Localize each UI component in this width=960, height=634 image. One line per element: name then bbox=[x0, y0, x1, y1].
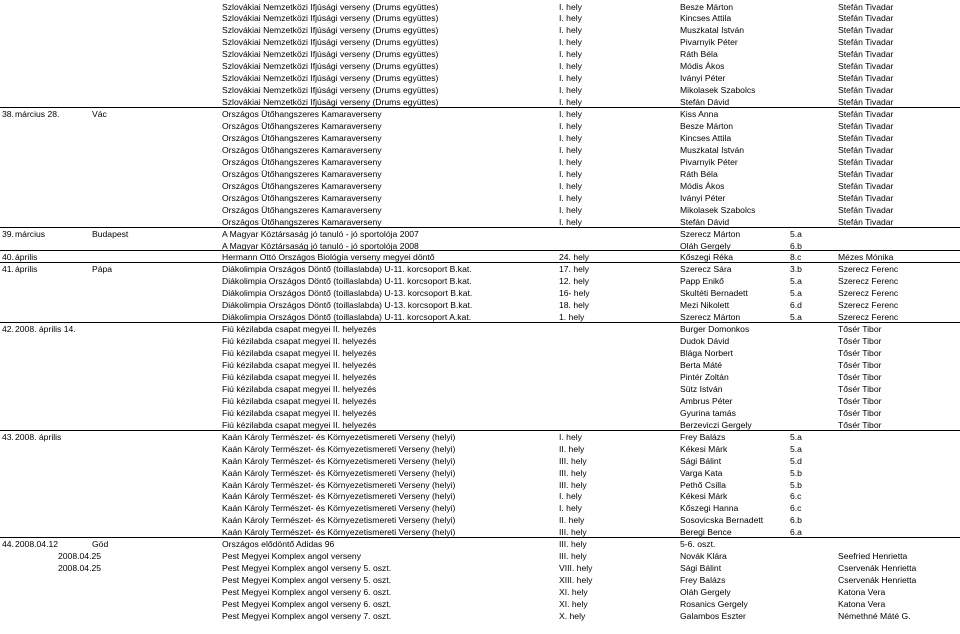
table-row bbox=[0, 514, 960, 526]
cell-teacher: Stefán Tivadar bbox=[838, 180, 894, 191]
cell-event: Szlovákiai Nemzetközi Ifjúsági verseny (Drums együttes) bbox=[222, 13, 439, 24]
table-row bbox=[0, 490, 960, 502]
cell-teacher: Tősér Tibor bbox=[838, 324, 882, 335]
cell-place: III. hely bbox=[559, 551, 587, 562]
cell-teacher: Stefán Tivadar bbox=[838, 132, 894, 143]
cell-date: március bbox=[15, 228, 46, 239]
cell-date: április bbox=[15, 264, 38, 275]
cell-event: Pest Megyei Komplex angol verseny 5. oszt. bbox=[222, 563, 392, 574]
cell-place: XIII. hely bbox=[559, 575, 593, 586]
cell-class: 6.b bbox=[790, 515, 802, 526]
cell-event: Fiú kézilabda csapat megyei II. helyezés bbox=[222, 371, 377, 382]
cell-place: I. hely bbox=[559, 503, 582, 514]
cell-event: Szlovákiai Nemzetközi Ifjúsági verseny (Drums együttes) bbox=[222, 25, 439, 36]
cell-event: Fiú kézilabda csapat megyei II. helyezés bbox=[222, 360, 377, 370]
cell-place: I. hely bbox=[559, 13, 582, 24]
cell-event: Országos elődöntő Adidas 96 bbox=[222, 539, 335, 550]
cell-teacher: Cservenák Henrietta bbox=[838, 575, 917, 586]
cell-class: 6.b bbox=[790, 240, 802, 251]
cell-event: Fiú kézilabda csapat megyei II. helyezés bbox=[222, 348, 377, 359]
cell-name: Sosovicska Bernadett bbox=[680, 515, 764, 526]
cell-teacher: Mézes Mónika bbox=[838, 252, 894, 263]
cell-name: Szerecz Márton bbox=[680, 228, 741, 239]
cell-event: A Magyar Köztársaság jó tanuló - jó sportolója 2008 bbox=[222, 240, 419, 251]
cell-teacher: Katona Vera bbox=[838, 599, 886, 609]
table-row bbox=[0, 574, 960, 586]
table-row bbox=[0, 156, 960, 168]
table-row bbox=[0, 347, 960, 359]
table-row bbox=[0, 262, 960, 275]
cell-place: III. hely bbox=[559, 527, 587, 538]
cell-no: 41. bbox=[2, 264, 14, 275]
cell-name: Szerecz Márton bbox=[680, 312, 741, 323]
table-row bbox=[0, 12, 960, 24]
table-row bbox=[0, 550, 960, 562]
cell-name: Szerecz Sára bbox=[680, 264, 732, 275]
cell-place: III. hely bbox=[559, 467, 587, 478]
cell-date: 2008.04.12 bbox=[15, 539, 59, 550]
cell-name: Stefán Dávid bbox=[680, 97, 730, 108]
cell-event: Fiú kézilabda csapat megyei II. helyezés bbox=[222, 419, 377, 430]
table-row bbox=[0, 335, 960, 347]
cell-teacher: Stefán Tivadar bbox=[838, 49, 894, 60]
cell-event: Szlovákiai Nemzetközi Ifjúsági verseny (Drums együttes) bbox=[222, 85, 439, 96]
cell-class: 3.b bbox=[790, 264, 802, 275]
table-row bbox=[0, 72, 960, 84]
cell-date: 2008.04.25 bbox=[58, 551, 102, 562]
table-row bbox=[0, 430, 960, 443]
cell-place: I. hely bbox=[559, 491, 582, 502]
cell-place: XI. hely bbox=[559, 587, 588, 598]
cell-class: 5.a bbox=[790, 228, 802, 239]
table-row bbox=[0, 586, 960, 598]
cell-event: Országos Ütőhangszeres Kamaraverseny bbox=[222, 192, 382, 203]
cell-teacher: Stefán Tivadar bbox=[838, 61, 894, 72]
cell-place: III. hely bbox=[559, 455, 587, 466]
cell-event: Pest Megyei Komplex angol verseny 6. oszt. bbox=[222, 587, 392, 598]
cell-event: Kaán Károly Természet- és Környezetismereti Verseny (helyi) bbox=[222, 431, 456, 442]
cell-teacher: Tősér Tibor bbox=[838, 395, 882, 406]
cell-name: Varga Kata bbox=[680, 467, 723, 478]
cell-event: Szlovákiai Nemzetközi Ifjúsági verseny (Drums együttes) bbox=[222, 97, 439, 108]
cell-class: 5.d bbox=[790, 455, 802, 466]
cell-teacher: Stefán Tivadar bbox=[838, 144, 894, 155]
cell-teacher: Stefán Tivadar bbox=[838, 192, 894, 203]
cell-place: X. hely bbox=[559, 610, 586, 621]
cell-place: 24. hely bbox=[559, 252, 590, 263]
cell-class: 5.a bbox=[790, 288, 802, 299]
cell-name: Kőszegi Réka bbox=[680, 252, 734, 263]
cell-event: Fiú kézilabda csapat megyei II. helyezés bbox=[222, 324, 377, 335]
cell-event: Diákolimpia Országos Döntő (toillaslabda) U-13. korcsoport B.kat. bbox=[222, 300, 473, 311]
cell-event: Kaán Károly Természet- és Környezetismereti Verseny (helyi) bbox=[222, 491, 456, 502]
cell-place: 17. hely bbox=[559, 264, 590, 275]
cell-name: Galambos Eszter bbox=[680, 610, 746, 621]
cell-teacher: Tősér Tibor bbox=[838, 336, 882, 347]
cell-place: I. hely bbox=[559, 85, 582, 96]
cell-city: Budapest bbox=[92, 228, 129, 239]
table-row bbox=[0, 371, 960, 383]
table-row bbox=[0, 562, 960, 574]
cell-name: Mikolasek Szabolcs bbox=[680, 204, 756, 215]
table-row bbox=[0, 275, 960, 287]
cell-name: Módis Ákos bbox=[680, 180, 725, 191]
cell-teacher: Seefried Henrietta bbox=[838, 551, 908, 562]
cell-place: I. hely bbox=[559, 25, 582, 36]
cell-place: I. hely bbox=[559, 49, 582, 60]
cell-event: Diákolimpia Országos Döntő (toillaslabda) U-11. korcsoport A.kat. bbox=[222, 312, 472, 323]
cell-name: Mikolasek Szabolcs bbox=[680, 85, 756, 96]
cell-event: Országos Ütőhangszeres Kamaraverseny bbox=[222, 156, 382, 167]
cell-name: Kékesi Márk bbox=[680, 443, 728, 454]
cell-place: II. hely bbox=[559, 515, 585, 526]
cell-name: Frey Balázs bbox=[680, 575, 726, 586]
cell-event: Pest Megyei Komplex angol verseny bbox=[222, 551, 362, 562]
cell-name: Iványi Péter bbox=[680, 73, 726, 84]
cell-place: I. hely bbox=[559, 1, 582, 12]
cell-event: Országos Ütőhangszeres Kamaraverseny bbox=[222, 132, 382, 143]
cell-place: II. hely bbox=[559, 443, 585, 454]
table-row bbox=[0, 107, 960, 120]
cell-name: Stefán Dávid bbox=[680, 216, 730, 227]
cell-teacher: Stefán Tivadar bbox=[838, 168, 894, 179]
cell-teacher: Stefán Tivadar bbox=[838, 73, 894, 84]
cell-name: Kékesi Márk bbox=[680, 491, 728, 502]
cell-name: Skultéti Bernadett bbox=[680, 288, 748, 299]
cell-event: Pest Megyei Komplex angol verseny 7. oszt. bbox=[222, 610, 392, 621]
cell-name: Gyurina tamás bbox=[680, 407, 736, 418]
cell-name: Papp Enikő bbox=[680, 276, 724, 287]
cell-name: Iványi Péter bbox=[680, 192, 726, 203]
cell-teacher: Stefán Tivadar bbox=[838, 85, 894, 96]
cell-class: 5.a bbox=[790, 443, 802, 454]
cell-class: 6.c bbox=[790, 491, 802, 502]
cell-name: Frey Balázs bbox=[680, 431, 726, 442]
cell-name: Ráth Béla bbox=[680, 49, 718, 60]
cell-name: Berzeviczi Gergely bbox=[680, 419, 752, 430]
cell-teacher: Tősér Tibor bbox=[838, 371, 882, 382]
table-row bbox=[0, 227, 960, 240]
cell-class: 6.d bbox=[790, 300, 802, 311]
cell-teacher: Stefán Tivadar bbox=[838, 13, 894, 24]
cell-place: I. hely bbox=[559, 192, 582, 203]
cell-teacher: Szerecz Ferenc bbox=[838, 312, 899, 323]
cell-city: Vác bbox=[92, 109, 107, 120]
cell-place: I. hely bbox=[559, 73, 582, 84]
cell-place: I. hely bbox=[559, 156, 582, 167]
cell-teacher: Stefán Tivadar bbox=[838, 121, 894, 131]
table-row bbox=[0, 36, 960, 48]
cell-teacher: Stefán Tivadar bbox=[838, 25, 894, 36]
cell-teacher: Stefán Tivadar bbox=[838, 37, 894, 48]
cell-name: Sütz István bbox=[680, 383, 723, 394]
cell-no: 43. bbox=[2, 431, 14, 442]
cell-class: 5.a bbox=[790, 431, 802, 442]
cell-no: 40. bbox=[2, 252, 14, 263]
cell-name: Kincses Attila bbox=[680, 132, 732, 143]
cell-place: I. hely bbox=[559, 61, 582, 72]
table-row bbox=[0, 299, 960, 311]
cell-teacher: Cservenák Henrietta bbox=[838, 563, 917, 574]
cell-teacher: Tősér Tibor bbox=[838, 348, 882, 359]
cell-teacher: Stefán Tivadar bbox=[838, 1, 894, 12]
cell-teacher: Stefán Tivadar bbox=[838, 156, 894, 167]
cell-teacher: Tősér Tibor bbox=[838, 407, 882, 418]
cell-teacher: Szerecz Ferenc bbox=[838, 264, 899, 275]
cell-date: március 28. bbox=[15, 109, 60, 120]
table-row bbox=[0, 407, 960, 419]
cell-teacher: Stefán Tivadar bbox=[838, 216, 894, 227]
cell-event: Kaán Károly Természet- és Környezetismereti Verseny (helyi) bbox=[222, 443, 456, 454]
cell-event: Szlovákiai Nemzetközi Ifjúsági verseny (Drums együttes) bbox=[222, 61, 439, 72]
cell-date: 2008. április bbox=[15, 431, 62, 442]
cell-name: Besze Márton bbox=[680, 1, 734, 12]
cell-teacher: Tősér Tibor bbox=[838, 383, 882, 394]
table-row bbox=[0, 502, 960, 514]
table-row bbox=[0, 359, 960, 371]
cell-place: VIII. hely bbox=[559, 563, 593, 574]
cell-event: Kaán Károly Természet- és Környezetismereti Verseny (helyi) bbox=[222, 479, 456, 490]
cell-event: Hermann Ottó Országos Biológia verseny megyei döntő bbox=[222, 252, 435, 263]
cell-place: I. hely bbox=[559, 180, 582, 191]
cell-name: Sági Bálint bbox=[680, 563, 722, 574]
cell-event: Kaán Károly Természet- és Környezetismereti Verseny (helyi) bbox=[222, 467, 456, 478]
cell-place: I. hely bbox=[559, 216, 582, 227]
cell-no: 39. bbox=[2, 228, 14, 239]
cell-event: Fiú kézilabda csapat megyei II. helyezés bbox=[222, 383, 377, 394]
cell-event: Kaán Károly Természet- és Környezetismereti Verseny (helyi) bbox=[222, 455, 456, 466]
cell-name: Muszkatal István bbox=[680, 144, 744, 155]
table-row bbox=[0, 168, 960, 180]
cell-class: 5.b bbox=[790, 467, 802, 478]
cell-place: I. hely bbox=[559, 144, 582, 155]
cell-place: I. hely bbox=[559, 132, 582, 143]
cell-event: Szlovákiai Nemzetközi Ifjúsági verseny (Drums együttes) bbox=[222, 49, 439, 60]
table-row bbox=[0, 610, 960, 622]
table-row bbox=[0, 479, 960, 491]
cell-event: Diákolimpia Országos Döntő (toillaslabda) U-11. korcsoport B.kat. bbox=[222, 264, 472, 275]
cell-name: Blága Norbert bbox=[680, 348, 734, 359]
cell-date: 2008. április 14. bbox=[15, 324, 76, 335]
cell-name: Kiss Anna bbox=[680, 109, 719, 120]
cell-name: Pivarnyik Péter bbox=[680, 156, 738, 167]
table-row bbox=[0, 537, 960, 550]
cell-teacher: Tősér Tibor bbox=[838, 419, 882, 430]
cell-name: Oláh Gergely bbox=[680, 587, 731, 598]
cell-place: 18. hely bbox=[559, 300, 590, 311]
cell-name: Muszkatal István bbox=[680, 25, 744, 36]
cell-place: 1. hely bbox=[559, 312, 585, 323]
cell-city: Pápa bbox=[92, 264, 113, 275]
cell-event: Országos Ütőhangszeres Kamaraverseny bbox=[222, 168, 382, 179]
cell-class: 5.b bbox=[790, 479, 802, 490]
table-row bbox=[0, 84, 960, 96]
cell-class: 5.a bbox=[790, 312, 802, 323]
cell-name: Módis Ákos bbox=[680, 61, 725, 72]
cell-place: III. hely bbox=[559, 539, 587, 550]
cell-name: Dudok Dávid bbox=[680, 336, 730, 347]
cell-teacher: Szerecz Ferenc bbox=[838, 300, 899, 311]
table-row bbox=[0, 192, 960, 204]
cell-event: Országos Ütőhangszeres Kamaraverseny bbox=[222, 204, 382, 215]
cell-teacher: Stefán Tivadar bbox=[838, 97, 894, 108]
cell-event: Fiú kézilabda csapat megyei II. helyezés bbox=[222, 395, 377, 406]
cell-no: 42. bbox=[2, 324, 14, 335]
cell-teacher: Tősér Tibor bbox=[838, 360, 882, 370]
table-row bbox=[0, 1, 960, 13]
cell-event: Pest Megyei Komplex angol verseny 6. oszt. bbox=[222, 599, 392, 609]
cell-place: 12. hely bbox=[559, 276, 590, 287]
cell-event: Országos Ütőhangszeres Kamaraverseny bbox=[222, 121, 382, 131]
cell-event: Szlovákiai Nemzetközi Ifjúsági verseny (Drums együttes) bbox=[222, 1, 439, 12]
cell-event: Országos Ütőhangszeres Kamaraverseny bbox=[222, 216, 382, 227]
cell-event: Szlovákiai Nemzetközi Ifjúsági verseny (Drums együttes) bbox=[222, 73, 439, 84]
cell-event: A Magyar Köztársaság jó tanuló - jó sportolója 2007 bbox=[222, 228, 419, 239]
cell-place: I. hely bbox=[559, 168, 582, 179]
cell-place: I. hely bbox=[559, 97, 582, 108]
cell-name: Ambrus Péter bbox=[680, 395, 733, 406]
cell-event: Kaán Károly Természet- és Környezetismereti Verseny (helyi) bbox=[222, 527, 456, 538]
cell-class: 5.a bbox=[790, 276, 802, 287]
cell-name: Rosanics Gergely bbox=[680, 599, 748, 609]
table-row bbox=[0, 24, 960, 36]
table-row bbox=[0, 144, 960, 156]
table-row bbox=[0, 322, 960, 335]
table-row bbox=[0, 467, 960, 479]
cell-date: 2008.04.25 bbox=[58, 563, 102, 574]
cell-name: Novák Klára bbox=[680, 551, 727, 562]
cell-place: I. hely bbox=[559, 109, 582, 120]
cell-name: Besze Márton bbox=[680, 121, 734, 131]
table-row bbox=[0, 443, 960, 455]
cell-name: Pivarnyik Péter bbox=[680, 37, 738, 48]
cell-name: Kincses Attila bbox=[680, 13, 732, 24]
cell-name: Mezi Nikolett bbox=[680, 300, 730, 311]
table-row bbox=[0, 395, 960, 407]
cell-date: április bbox=[15, 252, 38, 263]
cell-event: Fiú kézilabda csapat megyei II. helyezés bbox=[222, 407, 377, 418]
cell-name: Pethő Csilla bbox=[680, 479, 726, 490]
cell-event: Kaán Károly Természet- és Környezetismereti Verseny (helyi) bbox=[222, 515, 456, 526]
cell-class: 8.c bbox=[790, 252, 802, 263]
cell-no: 44. bbox=[2, 539, 14, 550]
cell-event: Szlovákiai Nemzetközi Ifjúsági verseny (Drums együttes) bbox=[222, 37, 439, 48]
table-row bbox=[0, 60, 960, 72]
table-row bbox=[0, 48, 960, 60]
cell-name: 5-6. oszt. bbox=[680, 539, 716, 550]
cell-place: 16- hely bbox=[559, 288, 590, 299]
cell-name: Pintér Zoltán bbox=[680, 371, 729, 382]
table-row bbox=[0, 120, 960, 132]
cell-teacher: Stefán Tivadar bbox=[838, 204, 894, 215]
table-row bbox=[0, 132, 960, 144]
cell-no: 38. bbox=[2, 109, 14, 120]
table-row bbox=[0, 383, 960, 395]
cell-teacher: Stefán Tivadar bbox=[838, 109, 894, 120]
cell-event: Országos Ütőhangszeres Kamaraverseny bbox=[222, 109, 382, 120]
cell-teacher: Némethné Máté G. bbox=[838, 610, 911, 621]
cell-teacher: Szerecz Ferenc bbox=[838, 288, 899, 299]
cell-place: XI. hely bbox=[559, 599, 588, 609]
cell-name: Burger Domonkos bbox=[680, 324, 750, 335]
cell-city: Göd bbox=[92, 539, 109, 550]
table-row bbox=[0, 180, 960, 192]
cell-class: 6.a bbox=[790, 527, 802, 538]
cell-name: Ráth Béla bbox=[680, 168, 718, 179]
cell-teacher: Szerecz Ferenc bbox=[838, 276, 899, 287]
table-row bbox=[0, 455, 960, 467]
cell-event: Fiú kézilabda csapat megyei II. helyezés bbox=[222, 336, 377, 347]
cell-place: III. hely bbox=[559, 479, 587, 490]
cell-name: Kőszegi Hanna bbox=[680, 503, 739, 514]
cell-class: 6.c bbox=[790, 503, 802, 514]
cell-event: Diákolimpia Országos Döntő (toillaslabda) U-13. korcsoport B.kat. bbox=[222, 288, 473, 299]
cell-name: Beregi Bence bbox=[680, 527, 732, 538]
cell-event: Diákolimpia Országos Döntő (toillaslabda) U-11. korcsoport B.kat. bbox=[222, 276, 472, 287]
cell-event: Országos Ütőhangszeres Kamaraverseny bbox=[222, 180, 382, 191]
table-row bbox=[0, 204, 960, 216]
cell-place: I. hely bbox=[559, 121, 582, 131]
cell-place: I. hely bbox=[559, 37, 582, 48]
cell-name: Berta Máté bbox=[680, 360, 723, 370]
cell-place: I. hely bbox=[559, 204, 582, 215]
cell-teacher: Katona Vera bbox=[838, 587, 886, 598]
cell-event: Országos Ütőhangszeres Kamaraverseny bbox=[222, 144, 382, 155]
table-row bbox=[0, 287, 960, 299]
cell-name: Sági Bálint bbox=[680, 455, 722, 466]
cell-event: Pest Megyei Komplex angol verseny 5. oszt. bbox=[222, 575, 392, 586]
cell-place: I. hely bbox=[559, 431, 582, 442]
table-row bbox=[0, 598, 960, 610]
cell-event: Kaán Károly Természet- és Környezetismereti Verseny (helyi) bbox=[222, 503, 456, 514]
cell-name: Oláh Gergely bbox=[680, 240, 731, 251]
